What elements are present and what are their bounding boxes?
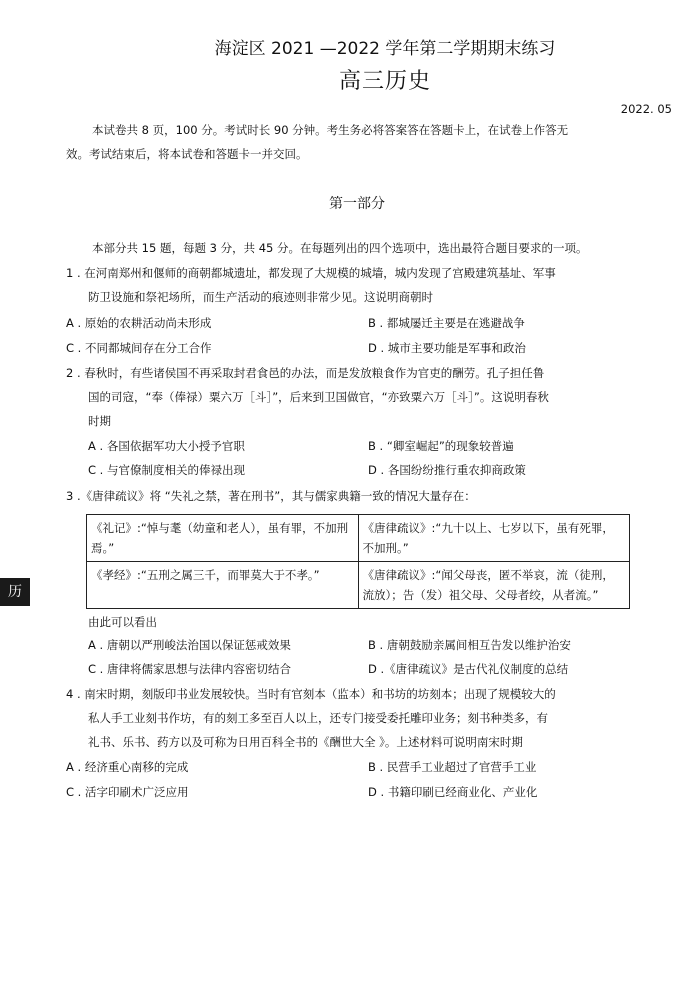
q1-stem-line-2: 防卫设施和祭祀场所，而生产活动的痕迹则非常少见。这说明商朝时 [88, 290, 433, 304]
intro-line-2: 效。考试结束后，将本试卷和答题卡一并交回。 [66, 147, 308, 161]
part-instructions: 本部分共 15 题，每题 3 分，共 45 分。在每题列出的四个选项中，选出最符合题目要求的一项。 [92, 241, 588, 255]
exam-title: 海淀区 2021 —2022 学年第二学期期末练习 [214, 39, 556, 59]
q1-option-c[interactable]: C . 不同都城间存在分工合作 [66, 341, 212, 355]
q3-source-table [86, 514, 630, 609]
q1-option-d[interactable]: D . 城市主要功能是军事和政治 [368, 341, 526, 355]
q4-option-b[interactable]: B . 民营手工业超过了官营手工业 [368, 760, 537, 774]
subject-title: 高三历史 [338, 69, 431, 94]
q4-stem-line-1: 4 . 南宋时期，刻版印书业发展较快。当时有官刻本（监本）和书坊的坊刻本；出现了规模较大的 [66, 687, 556, 701]
q3-option-d[interactable]: D .《唐律疏议》是古代礼仪制度的总结 [368, 662, 569, 676]
q3-option-b[interactable]: B . 唐朝鼓励亲属间相互告发以维护治安 [368, 638, 571, 652]
table-cell: 《礼记》:“悼与耄（幼童和老人），虽有罪，不加刑焉。” [87, 515, 359, 562]
q2-option-a[interactable]: A . 各国依据军功大小授予官职 [88, 439, 245, 453]
q2-option-d[interactable]: D . 各国纷纷推行重农抑商政策 [368, 463, 526, 477]
table-row [87, 515, 630, 562]
table-cell: 《唐律疏议》:“九十以上、七岁以下，虽有死罪，不加刑。” [358, 515, 630, 562]
q4-option-c[interactable]: C . 活字印刷术广泛应用 [66, 785, 189, 799]
q3-after-text: 由此可以看出 [88, 615, 157, 629]
table-cell: 《孝经》:“五刑之属三千，而罪莫大于不孝。” [87, 562, 359, 609]
exam-date: 2022. 05 [620, 102, 672, 116]
table-row [87, 562, 630, 609]
intro-line-1: 本试卷共 8 页，100 分。考试时长 90 分钟。考生务必将答案答在答题卡上，在试卷上作答无 [92, 123, 569, 137]
q3-stem-line-1: 3 .《唐律疏议》将 “失礼之禁，著在刑书”，其与儒家典籍一致的情况大量存在： [66, 489, 476, 503]
q4-option-d[interactable]: D . 书籍印刷已经商业化、产业化 [368, 785, 538, 799]
q2-option-c[interactable]: C . 与官僚制度相关的俸禄出现 [88, 463, 245, 477]
q3-option-c[interactable]: C . 唐律将儒家思想与法律内容密切结合 [88, 662, 291, 676]
q2-option-b[interactable]: B . “卿室崛起”的现象较普遍 [368, 439, 514, 453]
q2-stem-line-1: 2 . 春秋时，有些诸侯国不再采取封君食邑的办法，而是发放粮食作为官吏的酬劳。孔子担任鲁 [66, 366, 545, 380]
q1-stem-line-1: 1 . 在河南郑州和偃师的商朝都城遗址，都发现了大规模的城墙，城内发现了宫殿建筑基址、军事 [66, 266, 556, 280]
table-cell: 《唐律疏议》:“闻父母丧，匿不举哀，流（徒刑，流放）；告（发）祖父母、父母者绞，从者流。” [358, 562, 630, 609]
subject-side-tab: 历 [0, 578, 30, 606]
q4-stem-line-2: 私人手工业刻书作坊，有的刻工多至百人以上，还专门接受委托雕印业务；刻书种类多，有 [88, 711, 548, 725]
q1-option-b[interactable]: B . 都城屡迁主要是在逃避战争 [368, 316, 525, 330]
q3-option-a[interactable]: A . 唐朝以严刑峻法治国以保证惩戒效果 [88, 638, 291, 652]
q4-option-a[interactable]: A . 经济重心南移的完成 [66, 760, 189, 774]
q1-option-a[interactable]: A . 原始的农耕活动尚未形成 [66, 316, 212, 330]
part-heading: 第一部分 [329, 196, 385, 212]
q2-stem-line-2: 国的司寇，“奉（俸禄）粟六万［斗］”，后来到卫国做官，“亦致粟六万［斗］”。这说明春秋 [88, 390, 549, 404]
q2-stem-line-3: 时期 [88, 414, 111, 428]
q4-stem-line-3: 礼书、乐书、药方以及可称为日用百科全书的《酬世大全 》。上述材料可说明南宋时期 [88, 735, 523, 749]
